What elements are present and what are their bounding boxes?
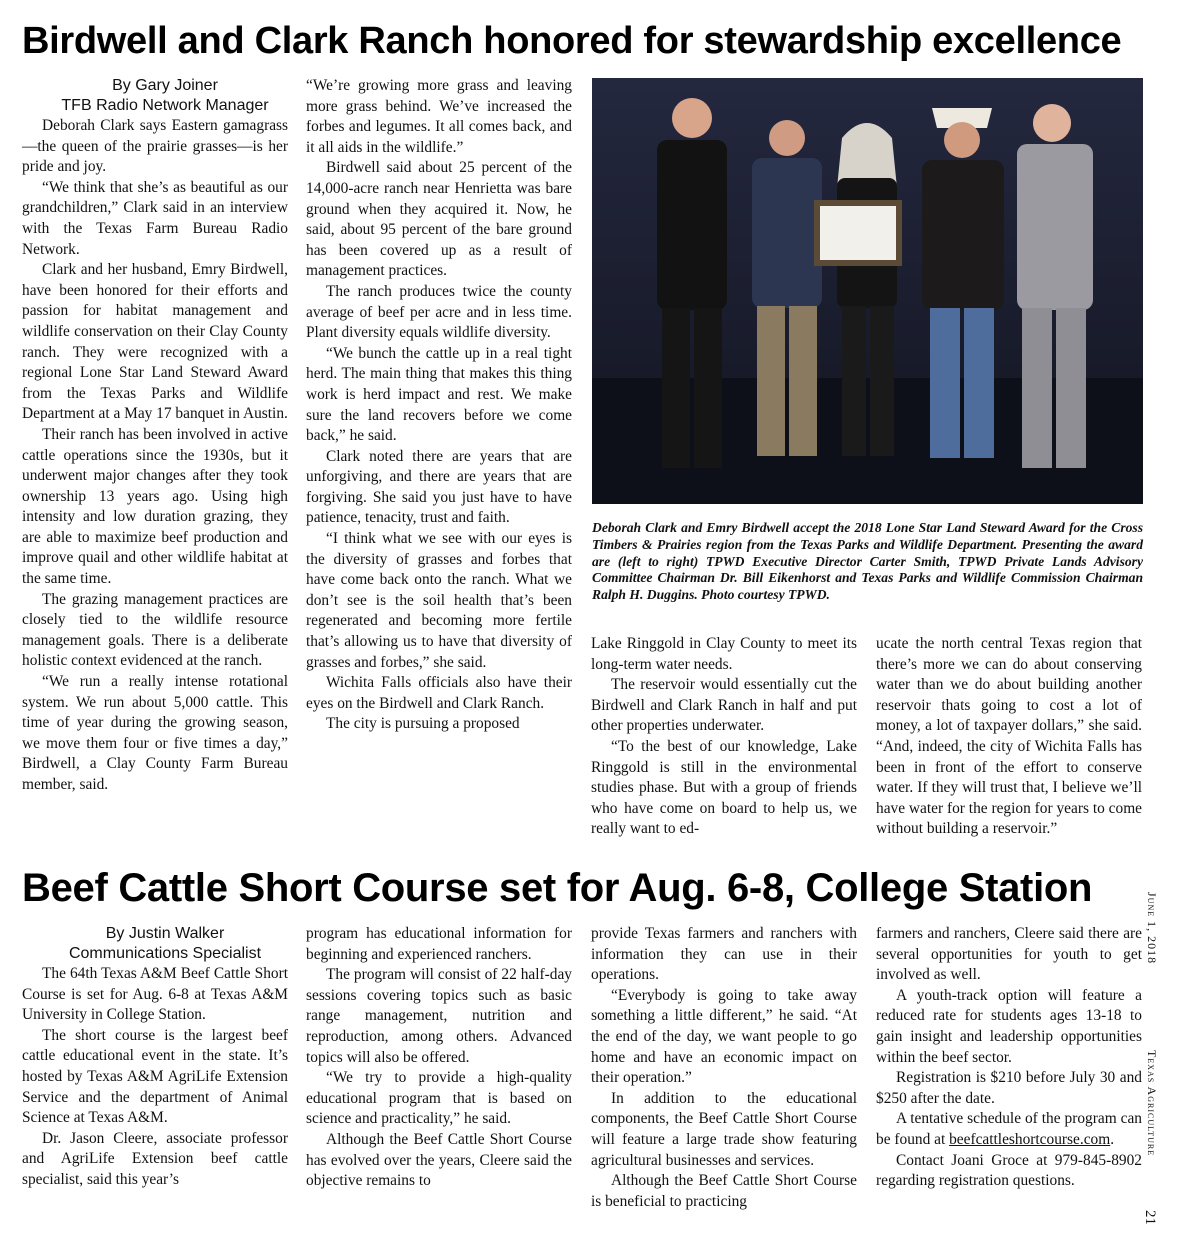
paragraph: “We try to provide a high-quality educational program that is based on science and practicality,” he said. — [306, 1069, 572, 1128]
paragraph: Registration is $210 before July 30 and $250 after the date. — [876, 1069, 1142, 1107]
article-headline: Beef Cattle Short Course set for Aug. 6-8, College Station — [22, 866, 1093, 910]
paragraph: A youth-track option will feature a reduced rate for students ages 13-18 to gain insight and leadership opportunities within the beef sector. — [876, 986, 1142, 1066]
paragraph: The reservoir would essentially cut the Birdwell and Clark Ranch in half and put other properties underwater. — [591, 676, 857, 735]
paragraph: The ranch produces twice the county average of beef per acre and in less time. Plant diversity equals wildlife diversity. — [306, 282, 572, 342]
paragraph: Wichita Falls officials also have their eyes on the Birdwell and Clark Ranch. — [306, 674, 572, 712]
article-column-2 — [306, 76, 572, 861]
paragraph: Although the Beef Cattle Short Course is beneficial to practicing — [591, 1172, 857, 1210]
paragraph: “We’re growing more grass and leaving more grass behind. We’ve increased the forbes and legumes. It all comes back, and it all aids in the wildlife.” — [306, 77, 572, 156]
paragraph: “We bunch the cattle up in a real tight herd. The main thing that makes this thing work is herd impact and rest. We make sure the land recovers before we come back,” he said. — [306, 344, 572, 445]
award-photo — [592, 78, 1143, 504]
award-photo-illustration — [592, 78, 1143, 504]
paragraph: Clark noted there are years that are unforgiving, and there are years that are forgiving. She said you just have to have patience, tenacity, trust and faith. — [306, 447, 572, 527]
paragraph: “We run a really intense rotational system. We run about 5,000 cattle. This time of year during the growing season, we move them four or five times a day,” Birdwell, a Clay County Farm Bureau member, said. — [22, 673, 288, 793]
paragraph: Deborah Clark says Eastern gamagrass—the queen of the prairie grasses—is her pride and joy. — [22, 117, 288, 176]
paragraph — [876, 1109, 1142, 1150]
paragraph: Clark and her husband, Emry Birdwell, have been honored for their efforts and passion for habitat management and wildlife conservation on their Clay County ranch. They were recognized with a regional Lone Star Land Steward Award from the Texas Parks and Wildlife Department at a May 17 banquet in Austin. — [22, 261, 288, 423]
article2-column-4 — [876, 924, 1142, 1234]
paragraph: The 64th Texas A&M Beef Cattle Short Course is set for Aug. 6-8 at Texas A&M University in College Station. — [22, 965, 288, 1024]
paragraph: The short course is the largest beef cattle educational event in the state. It’s hosted by Texas A&M AgriLife Extension Service and the department of Animal Science at Texas A&M. — [22, 1026, 288, 1127]
page-number: 21 — [1142, 1210, 1158, 1225]
paragraph: program has educational information for beginning and experienced ranchers. — [306, 925, 572, 963]
paragraph: “To the best of our knowledge, Lake Ringgold is still in the environmental studies phase. But with a group of friends who have come on board to help us, we really want to ed- — [591, 737, 857, 838]
schedule-text-end: . — [1110, 1130, 1115, 1148]
byline-title: TFB Radio Network Manager — [61, 97, 269, 114]
paragraph: provide Texas farmers and ranchers with information they can use in their operations. — [591, 925, 857, 984]
paragraph: The grazing management practices are closely tied to the wildlife resource management goals. There is a deliberate holistic context evidenced at the ranch. — [22, 590, 288, 670]
paragraph: The program will consist of 22 half-day sessions covering topics such as basic range management, nutrition and reproduction, among others. Advanced topics will also be offered. — [306, 966, 572, 1066]
paragraph: “Everybody is going to take away something a little different,” he said. “At the end of the day, we want people to go home and have an economic impact on their operation.” — [591, 986, 857, 1087]
paragraph: Their ranch has been involved in active cattle operations since the 1930s, but it underwent major changes after they took ownership 13 years ago. Using high intensity and low duration grazing, they are able to maximize beef production and improve quail and other wildlife habitat at the same time. — [22, 425, 288, 588]
article2-column-2 — [306, 924, 572, 1234]
paragraph: Contact Joani Groce at 979-845-8902 regarding registration questions. — [876, 1151, 1142, 1190]
article-column-3 — [591, 634, 857, 864]
byline-title: Communications Specialist — [68, 945, 262, 962]
website-link[interactable]: beefcattleshortcourse.com — [949, 1130, 1111, 1148]
paragraph: In addition to the educational components, the Beef Cattle Short Course will feature a large trade show featuring agricultural businesses and services. — [591, 1089, 857, 1169]
article-column-1 — [22, 76, 288, 861]
paragraph: Birdwell said about 25 percent of the 14,000-acre ranch near Henrietta was bare ground when they acquired it. Now, he said, about 95 percent of the bare ground has been covered up as a result of management practices. — [306, 159, 572, 280]
article-headline: Birdwell and Clark Ranch honored for stewardship excellence — [22, 20, 1122, 62]
paragraph: ucate the north central Texas region that there’s more we can do about conserving water than we do about building another reservoir thats going to cost a lot of money, a lot of taxpayer dollars,” she said. “And, indeed, the city of Wichita Falls has been in front of the effort to conserve water. If they will trust that, I believe we’ll have water for the region for years to come without building a reservoir.” — [876, 635, 1142, 838]
issue-date: June 1, 2018 — [1145, 892, 1159, 965]
paragraph: “We think that she’s as beautiful as our grandchildren,” Clark said in an interview with the Texas Farm Bureau Radio Network. — [22, 178, 288, 258]
paragraph: Although the Beef Cattle Short Course has evolved over the years, Cleere said the objective remains to — [306, 1130, 572, 1190]
article-column-4 — [876, 634, 1142, 864]
photo-caption: Deborah Clark and Emry Birdwell accept the 2018 Lone Star Land Steward Award for the Cross Timbers & Prairies region from the Texas Parks and Wildlife Department. Presenting the award are (left to right) TPWD Executive Director Carter Smith, TPWD Private Lands Advisory Committee Chairman Dr. Bill Eikenhorst and Texas Parks and Wildlife Commission Chairman Ralph H. Duggins. Photo courtesy TPWD. — [592, 520, 1143, 603]
byline-author: By Gary Joiner — [112, 77, 218, 94]
publication-name: Texas Agriculture — [1145, 1050, 1159, 1157]
paragraph: Dr. Jason Cleere, associate professor and AgriLife Extension beef cattle specialist, said this year’s — [22, 1129, 288, 1188]
schedule-text: A tentative schedule of the program can be found at — [876, 1110, 1142, 1148]
paragraph: Lake Ringgold in Clay County to meet its long-term water needs. — [591, 635, 857, 673]
article2-column-3 — [591, 924, 857, 1234]
article2-column-1 — [22, 924, 288, 1234]
byline-author: By Justin Walker — [105, 925, 225, 942]
paragraph: farmers and ranchers, Cleere said there are several opportunities for youth to get involved as well. — [876, 925, 1142, 984]
paragraph: The city is pursuing a proposed — [326, 715, 520, 733]
paragraph: “I think what we see with our eyes is the diversity of grasses and forbes that have come back onto the ranch. What we don’t see is the soil health that’s been regenerated and becoming more fertile that’s allowing us to have that diversity of grasses and forbes,” she said. — [306, 530, 572, 671]
